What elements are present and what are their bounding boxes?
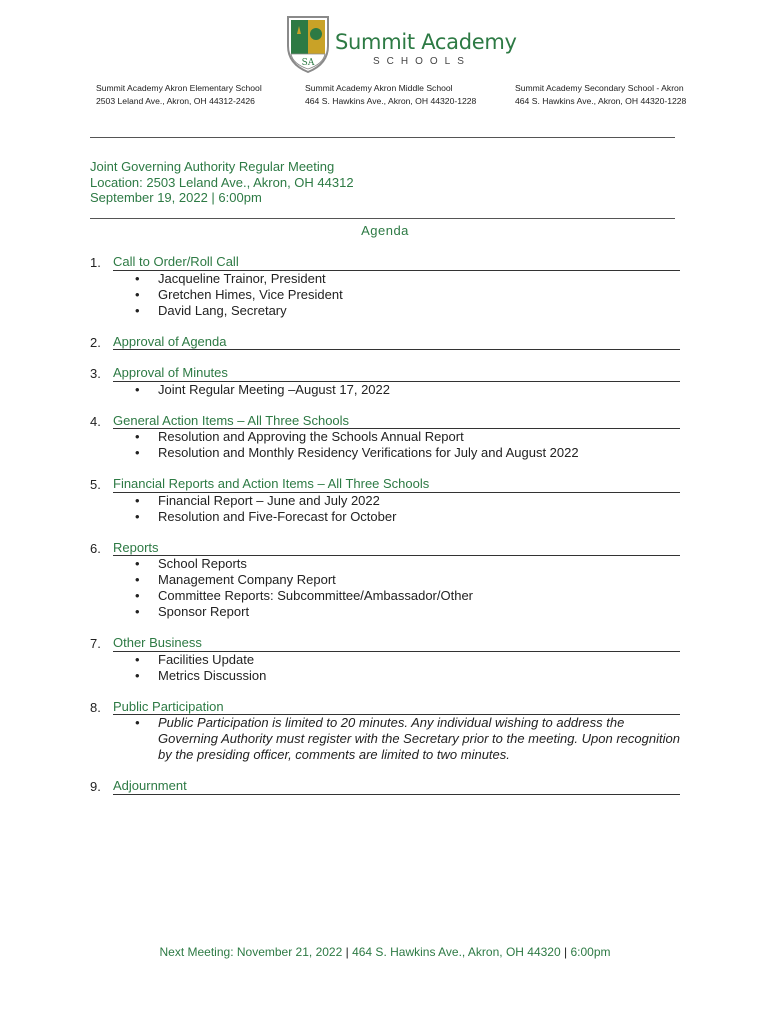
agenda-subitem-text: Committee Reports: Subcommittee/Ambassador/Other: [158, 588, 474, 603]
school-address: 2503 Leland Ave., Akron, OH 44312-2426: [96, 95, 255, 106]
bullet-icon: •: [135, 604, 140, 619]
agenda-subitems: [90, 382, 680, 398]
agenda-item-number: 6.: [90, 540, 101, 556]
agenda-item-number: 7.: [90, 636, 101, 651]
agenda-subitem: [135, 271, 680, 287]
agenda-item: [90, 334, 680, 351]
agenda-subitem-text: Resolution and Approving the Schools Annual Report: [158, 429, 464, 444]
agenda-item-heading: Approval of Minutes: [113, 365, 680, 382]
agenda-subitems: [90, 429, 680, 461]
agenda-item-number: 1.: [90, 255, 101, 270]
agenda-item-heading: Call to Order/Roll Call: [113, 254, 680, 271]
agenda-item-head: [90, 540, 680, 557]
school-logo: [285, 14, 517, 76]
next-meeting-footer: [0, 945, 770, 959]
agenda-item-number: 8.: [90, 699, 101, 715]
agenda-item-heading: Public Participation: [113, 699, 680, 716]
agenda-item: [90, 778, 680, 795]
agenda-item-head: [90, 778, 680, 795]
school-address-block: [96, 82, 305, 107]
divider: [90, 137, 675, 138]
bullet-icon: •: [135, 270, 140, 286]
logo-monogram: SA: [301, 58, 315, 68]
bullet-icon: •: [135, 508, 140, 524]
agenda-title: Agenda: [361, 223, 409, 238]
meeting-title: Joint Governing Authority Regular Meeting: [90, 159, 335, 174]
separator: |: [345, 945, 349, 959]
next-meeting-time: 6:00pm: [570, 945, 611, 959]
agenda-item-heading: General Action Items – All Three Schools: [113, 413, 680, 430]
bullet-icon: •: [135, 302, 140, 318]
agenda-subitem: [135, 382, 680, 398]
agenda-subitem-text: Facilities Update: [158, 651, 255, 667]
agenda-item-heading: Financial Reports and Action Items – All Three Schools: [113, 476, 680, 493]
agenda-item-head: [90, 699, 680, 716]
bullet-icon: •: [135, 492, 140, 508]
agenda-subitem: [135, 652, 680, 668]
agenda-subitem: [135, 493, 680, 509]
agenda-subitem-text: Management Company Report: [158, 572, 336, 587]
school-name: Summit Academy Secondary School - Akron: [515, 83, 684, 93]
agenda-subitem: [135, 556, 680, 572]
agenda-subitem: [135, 509, 680, 525]
agenda-item-number: 5.: [90, 477, 101, 492]
agenda-subitem-text: David Lang, Secretary: [158, 302, 287, 318]
agenda-item: [90, 365, 680, 398]
agenda-subitem-text: Resolution and Five-Forecast for October: [158, 508, 397, 524]
agenda-subitem-text: Resolution and Monthly Residency Verifications for July and August 2022: [158, 445, 579, 460]
agenda-subitem: [135, 572, 680, 588]
agenda-item-head: [90, 334, 680, 351]
agenda-subitem-text: Jacqueline Trainor, President: [158, 270, 326, 286]
agenda-subitem: [135, 303, 680, 319]
agenda-subitem-text: Gretchen Himes, Vice President: [158, 286, 343, 302]
agenda-subitem: [135, 445, 680, 461]
school-addresses: [96, 82, 716, 107]
bullet-icon: •: [135, 381, 140, 397]
meeting-datetime: September 19, 2022 | 6:00pm: [90, 190, 262, 205]
next-meeting-address: 464 S. Hawkins Ave., Akron, OH 44320: [352, 945, 561, 959]
separator: |: [564, 945, 568, 959]
agenda-item: [90, 413, 680, 462]
bullet-icon: •: [135, 715, 140, 730]
agenda-item-head: [90, 254, 680, 271]
bullet-icon: •: [135, 556, 140, 571]
agenda-subitem: [135, 715, 680, 763]
agenda-item: [90, 699, 680, 764]
school-name: Summit Academy Akron Elementary School: [96, 83, 262, 93]
bullet-icon: •: [135, 667, 140, 683]
agenda-subitems: [90, 493, 680, 525]
agenda-subitem: [135, 429, 680, 445]
agenda-subitem: [135, 604, 680, 620]
agenda-item-heading: Adjournment: [113, 778, 680, 795]
bullet-icon: •: [135, 445, 140, 460]
agenda-subitems: [90, 556, 680, 620]
agenda-subitems: [90, 715, 680, 763]
agenda-item: [90, 254, 680, 319]
agenda-subitem: [135, 588, 680, 604]
agenda-subitem-text: Metrics Discussion: [158, 667, 267, 683]
school-address-block: [515, 82, 686, 107]
agenda-subitem-text: Financial Report – June and July 2022: [158, 492, 380, 508]
agenda-item-number: 2.: [90, 334, 101, 350]
agenda-item: [90, 476, 680, 525]
agenda-item-head: [90, 413, 680, 430]
agenda-subitem-text: Joint Regular Meeting –August 17, 2022: [158, 381, 390, 397]
agenda-item-head: [90, 635, 680, 652]
school-address: 464 S. Hawkins Ave., Akron, OH 44320-1228: [305, 95, 477, 106]
agenda-subitem: [135, 287, 680, 303]
agenda-item-heading: Other Business: [113, 635, 680, 652]
agenda-item: [90, 540, 680, 621]
agenda-item-head: [90, 365, 680, 382]
bullet-icon: •: [135, 588, 140, 603]
bullet-icon: •: [135, 572, 140, 587]
school-name: Summit Academy Akron Middle School: [305, 83, 453, 93]
meeting-info: [90, 159, 354, 206]
agenda-subitem-text: Public Participation is limited to 20 minutes. Any individual wishing to address the Governing Authority must register with the Secretary prior to the meeting. Upon recognition by the presiding officer, comments are limited to two minutes.: [158, 715, 680, 762]
school-address: 464 S. Hawkins Ave., Akron, OH 44320-1228: [515, 95, 687, 106]
agenda-item-number: 4.: [90, 413, 101, 429]
logo-name: Summit Academy: [335, 30, 517, 54]
bullet-icon: •: [135, 651, 140, 667]
agenda-item-heading: Approval of Agenda: [113, 334, 680, 351]
logo-subtitle: SCHOOLS: [373, 56, 471, 67]
agenda-subitem: [135, 668, 680, 684]
agenda-subitem-text: School Reports: [158, 556, 247, 571]
agenda-subitems: [90, 271, 680, 319]
agenda-item-heading: Reports: [113, 540, 680, 557]
next-meeting-label: Next Meeting: November 21, 2022: [159, 945, 343, 959]
agenda-subitems: [90, 652, 680, 684]
shield-crest-icon: [285, 14, 331, 74]
bullet-icon: •: [135, 429, 140, 444]
meeting-location: Location: 2503 Leland Ave., Akron, OH 44312: [90, 174, 354, 190]
school-address-block: [305, 82, 515, 107]
agenda-item: [90, 635, 680, 684]
divider: [90, 218, 675, 219]
agenda-item-head: [90, 476, 680, 493]
agenda-item-number: 3.: [90, 366, 101, 381]
agenda-item-number: 9.: [90, 779, 101, 794]
bullet-icon: •: [135, 286, 140, 302]
agenda-subitem-text: Sponsor Report: [158, 604, 250, 619]
agenda-list: [90, 254, 680, 810]
